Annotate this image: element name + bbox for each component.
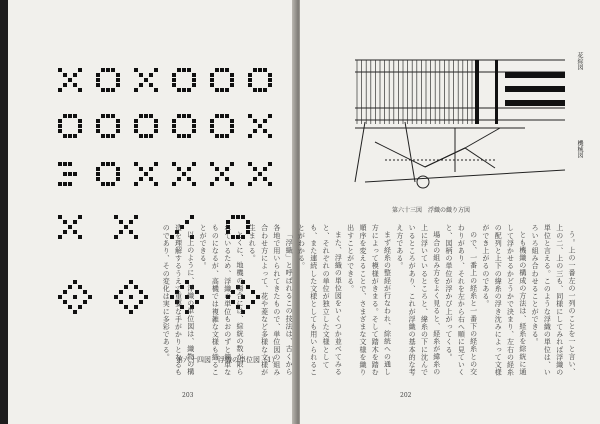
loom-diagram-svg <box>345 52 575 202</box>
stripes-motif-unit <box>58 162 77 186</box>
right-figure-caption: 第六十三図 浮織の織り方図 <box>392 207 471 214</box>
left-page-number: 203 <box>182 392 194 399</box>
ring-motif-unit <box>210 68 234 92</box>
paragraph: 「浮織」と呼ばれるこの技法は、古くから各地で用いられてきたもので、単位図の組み合わせ方によって、花や菱など多様な文様が生まれる。 <box>248 224 294 376</box>
paragraph: う。上の一番左の一列のことを一と言い、上の二、上の三も、同様にしてみれば浮織の単位と言える。このような浮織の単位は、いろいろ組み合わせることができる。 <box>531 224 576 376</box>
x-motif-motif-unit <box>172 162 196 186</box>
diamond-motif-unit <box>58 280 92 314</box>
x-motif-motif-unit <box>58 68 82 92</box>
paragraph: また、浮織の単位図をいくつか並べてみると、それぞれの単位が独立した文様としても、また連続した文様としても用いられることがわかる。 <box>297 224 343 376</box>
x-motif-motif-unit <box>58 215 82 239</box>
page-edge-shadow <box>0 0 8 424</box>
figure-side-label-2: 機械図 <box>576 140 583 158</box>
paragraph: とも機織の構成の方法は、経糸を綜絖に通して浮かせるかどうかで決まり、左右の経糸の配列と上下の緯糸の浮き沈みによって文様ができ上がるのである。 <box>481 224 527 376</box>
x-motif-motif-unit <box>134 68 158 92</box>
left-figure-caption: 第六十四図 浮織の単位図（1） <box>176 356 279 364</box>
x-motif-motif-unit <box>210 162 234 186</box>
paragraph: 場合の組み方をよく見ると、経糸が緯糸の上に浮いているところと、緯糸の下に沈んでいるところがあり、これが浮織の基本的な考え方である。 <box>395 224 441 376</box>
x-motif-motif-unit <box>248 114 272 138</box>
ring-motif-unit <box>58 114 82 138</box>
ring-motif-unit <box>172 114 196 138</box>
paragraph: とくに、地機の場合には、綜絖の数が限られているため、浮織の単位もおのずと簡単なものになるが、高機では複雑な文様も織ることができる。 <box>199 224 244 376</box>
x-motif-motif-unit <box>114 215 138 239</box>
ring-motif-unit <box>96 162 120 186</box>
paragraph: 以上のように、浮織の単位図は、織物の構造を理解するうえで重要な手がかりとなるものであり、その変化は実に多彩である。 <box>162 224 195 376</box>
ring-motif-unit <box>96 68 120 92</box>
ring-motif-unit <box>134 114 158 138</box>
ring-motif-unit <box>248 68 272 92</box>
paragraph: まず経糸の整経が行なわれ、綜絖への通し方によって模様がきまる。そして踏木を踏む順序を変えることで、さまざまな文様を織り出すことができる。 <box>346 224 392 376</box>
loom-diagram <box>345 52 575 202</box>
figure-side-label-1: 花綜図 <box>576 52 583 70</box>
ring-motif-unit <box>172 68 196 92</box>
diamond-motif-unit <box>114 280 148 314</box>
x-motif-motif-unit <box>248 162 272 186</box>
ring-motif-unit <box>210 114 234 138</box>
paragraph: ので、一番上の経糸と一番下の経糸との交わりがあり、それを左から右へ順に見ていくと、図柄の単位が浮かび上がってくる。 <box>445 224 478 376</box>
x-motif-motif-unit <box>134 162 158 186</box>
right-page-number: 202 <box>400 392 412 399</box>
ring-motif-unit <box>96 114 120 138</box>
